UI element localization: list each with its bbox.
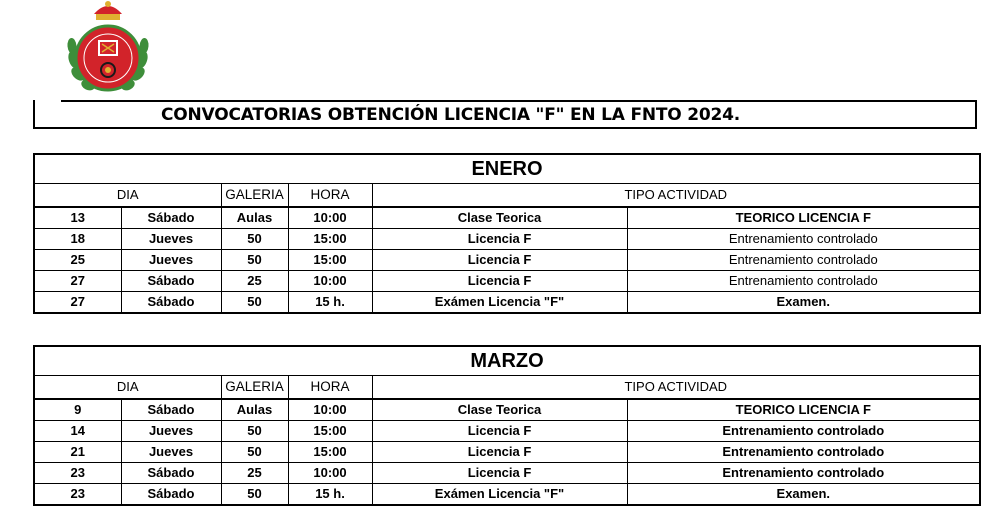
cell-day: 23 [34, 463, 121, 484]
schedule-table-marzo [33, 345, 981, 506]
cell-weekday: Sábado [121, 484, 221, 506]
cell-weekday: Sábado [121, 207, 221, 229]
cell-actividad: Licencia F [372, 463, 627, 484]
table-row [34, 463, 980, 484]
cell-galeria: 25 [221, 463, 288, 484]
cell-hora: 15 h. [288, 484, 372, 506]
cell-hora: 15:00 [288, 442, 372, 463]
header-dia: DIA [34, 376, 221, 400]
cell-detalle: Entrenamiento controlado [627, 271, 980, 292]
cell-weekday: Sábado [121, 271, 221, 292]
cell-weekday: Jueves [121, 250, 221, 271]
cell-hora: 15:00 [288, 250, 372, 271]
header-hora: HORA [288, 376, 372, 400]
document-title: CONVOCATORIAS OBTENCIÓN LICENCIA "F" EN LA FNTO 2024. [161, 105, 741, 125]
cell-day: 13 [34, 207, 121, 229]
cell-detalle: TEORICO LICENCIA F [627, 399, 980, 421]
cell-day: 23 [34, 484, 121, 506]
cell-actividad: Licencia F [372, 271, 627, 292]
cell-weekday: Sábado [121, 399, 221, 421]
cell-day: 9 [34, 399, 121, 421]
cell-hora: 10:00 [288, 207, 372, 229]
cell-detalle: TEORICO LICENCIA F [627, 207, 980, 229]
cell-hora: 10:00 [288, 463, 372, 484]
cell-detalle: Examen. [627, 484, 980, 506]
cell-day: 14 [34, 421, 121, 442]
table-row [34, 207, 980, 229]
cell-weekday: Jueves [121, 421, 221, 442]
document-title-box [33, 100, 977, 129]
cell-detalle: Entrenamiento controlado [627, 421, 980, 442]
table-row [34, 271, 980, 292]
table-row [34, 399, 980, 421]
table-row [34, 292, 980, 314]
cell-detalle: Entrenamiento controlado [627, 250, 980, 271]
table-row [34, 250, 980, 271]
cell-weekday: Jueves [121, 442, 221, 463]
cell-weekday: Sábado [121, 292, 221, 314]
cell-hora: 15 h. [288, 292, 372, 314]
cell-actividad: Exámen Licencia "F" [372, 292, 627, 314]
cell-galeria: 50 [221, 421, 288, 442]
cell-detalle: Entrenamiento controlado [627, 463, 980, 484]
crown-icon [94, 1, 122, 20]
cell-actividad: Licencia F [372, 442, 627, 463]
cell-galeria: Aulas [221, 207, 288, 229]
cell-actividad: Clase Teorica [372, 207, 627, 229]
cell-detalle: Examen. [627, 292, 980, 314]
cell-day: 25 [34, 250, 121, 271]
table-row [34, 229, 980, 250]
table-row [34, 484, 980, 506]
cell-galeria: 50 [221, 484, 288, 506]
schedule-table-enero [33, 153, 981, 314]
header-galeria: GALERIA [221, 184, 288, 208]
cell-actividad: Licencia F [372, 250, 627, 271]
cell-day: 27 [34, 292, 121, 314]
month-title-marzo: MARZO [34, 346, 980, 376]
cell-weekday: Sábado [121, 463, 221, 484]
header-hora: HORA [288, 184, 372, 208]
federation-crest-logo [58, 0, 158, 100]
cell-weekday: Jueves [121, 229, 221, 250]
cell-actividad: Licencia F [372, 421, 627, 442]
month-title-enero: ENERO [34, 154, 980, 184]
cell-galeria: 50 [221, 442, 288, 463]
cell-actividad: Exámen Licencia "F" [372, 484, 627, 506]
cell-hora: 10:00 [288, 399, 372, 421]
header-galeria: GALERIA [221, 376, 288, 400]
title-border-gap [35, 98, 61, 102]
cell-hora: 10:00 [288, 271, 372, 292]
cell-hora: 15:00 [288, 421, 372, 442]
cell-galeria: 25 [221, 271, 288, 292]
cell-galeria: 50 [221, 229, 288, 250]
cell-hora: 15:00 [288, 229, 372, 250]
cell-day: 21 [34, 442, 121, 463]
cell-day: 27 [34, 271, 121, 292]
cell-galeria: 50 [221, 250, 288, 271]
cell-galeria: 50 [221, 292, 288, 314]
cell-actividad: Clase Teorica [372, 399, 627, 421]
table-row [34, 442, 980, 463]
header-tipo-actividad: TIPO ACTIVIDAD [372, 184, 980, 208]
cell-detalle: Entrenamiento controlado [627, 442, 980, 463]
cell-day: 18 [34, 229, 121, 250]
table-row [34, 421, 980, 442]
cell-actividad: Licencia F [372, 229, 627, 250]
header-dia: DIA [34, 184, 221, 208]
cell-galeria: Aulas [221, 399, 288, 421]
cell-detalle: Entrenamiento controlado [627, 229, 980, 250]
header-tipo-actividad: TIPO ACTIVIDAD [372, 376, 980, 400]
